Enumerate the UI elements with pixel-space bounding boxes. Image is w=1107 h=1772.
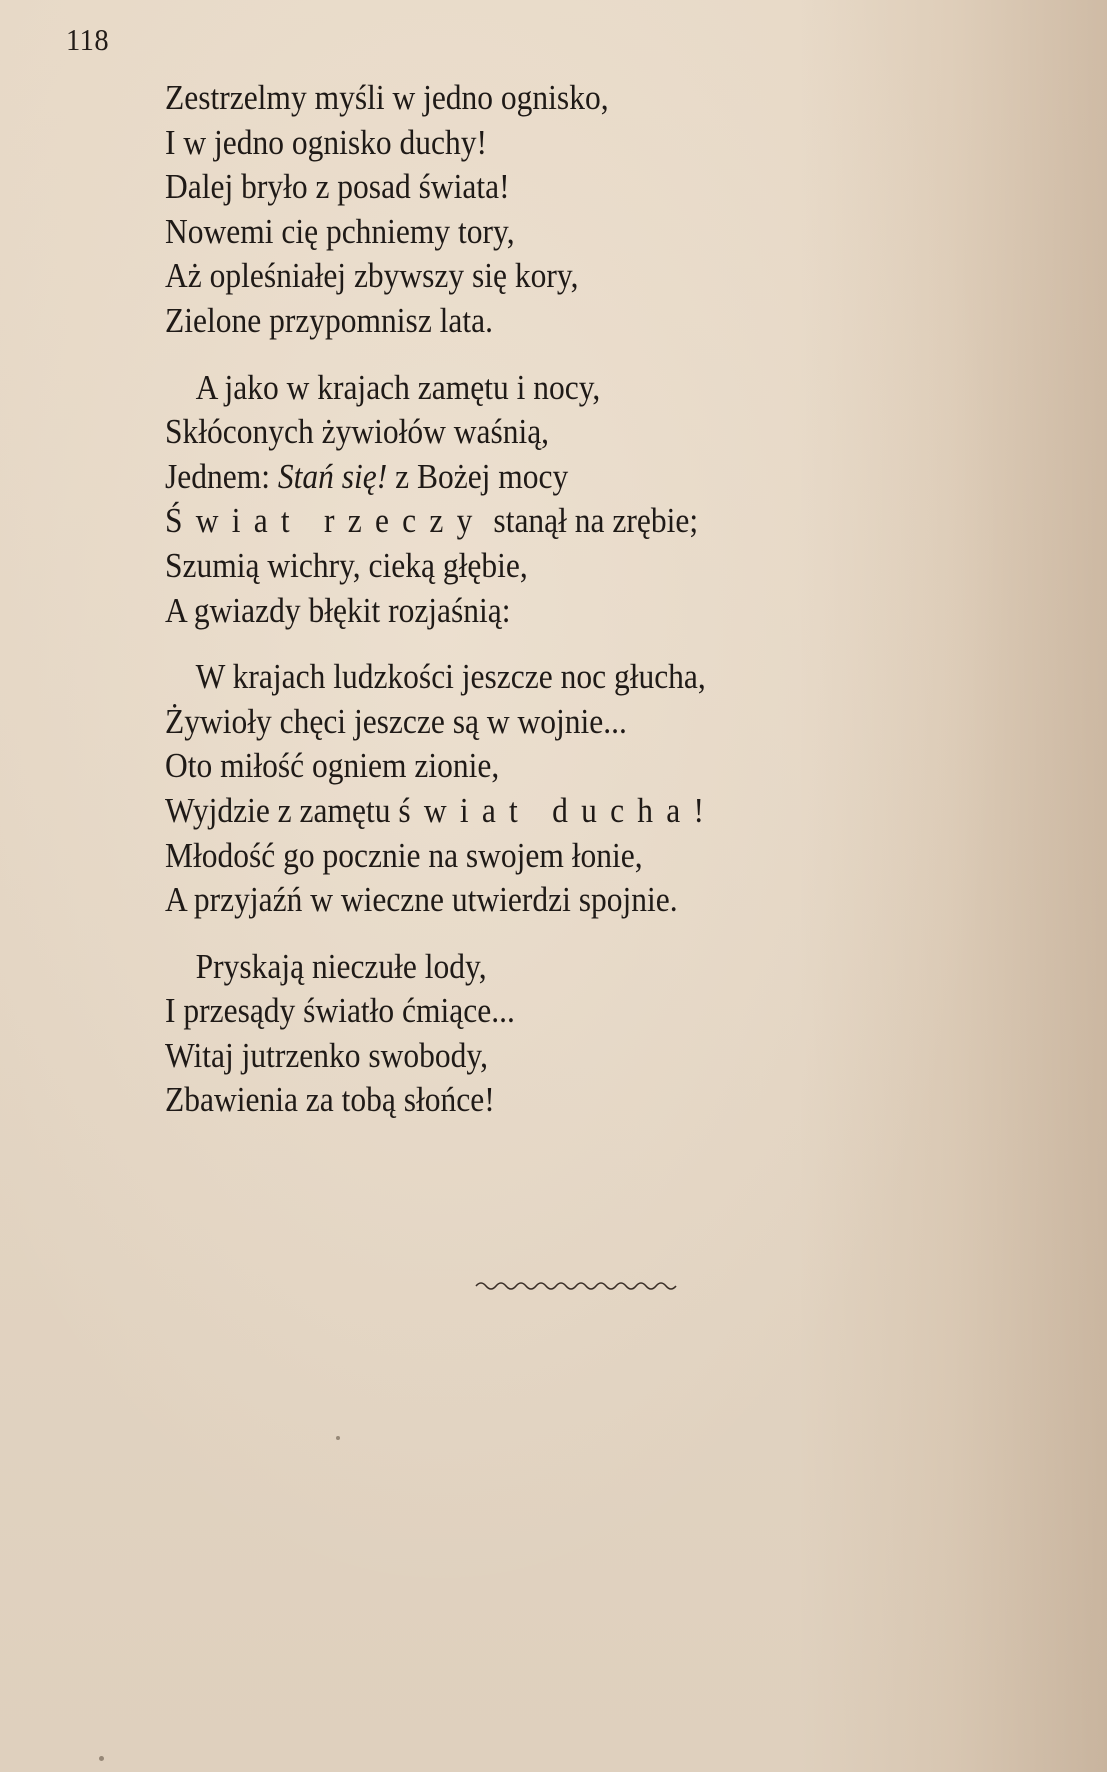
poem-line: Dalej bryło z posad świata!	[165, 167, 510, 207]
poem-line: Skłóconych żywiołów waśnią,	[165, 412, 550, 452]
poem-line: Żywioły chęci jeszcze są w wojnie...	[165, 701, 627, 741]
poem-line	[165, 455, 849, 500]
poem-line: A przyjaźń w wieczne utwierdzi spojnie.	[165, 880, 678, 920]
poem-line: Zielone przypomnisz lata.	[165, 300, 494, 340]
poem-line: Młodość go pocznie na swojem łonie,	[165, 835, 643, 875]
line-text: z Bożej mocy	[387, 456, 569, 496]
poem-line: W krajach ludzkości jeszcze noc głucha,	[195, 657, 706, 697]
stanza-1	[165, 76, 925, 344]
poem-line: A jako w krajach zamętu i nocy,	[195, 367, 601, 407]
spaced-phrase: świat ducha!	[398, 790, 718, 830]
poem-line: Oto miłość ogniem zionie,	[165, 746, 500, 786]
stanza-3	[165, 655, 925, 923]
line-text: Jednem:	[165, 456, 278, 496]
poem-line: Nowemi cię pchniemy tory,	[165, 211, 515, 251]
poem	[165, 76, 925, 1145]
poem-line	[165, 789, 849, 834]
paper-speck	[99, 1756, 104, 1761]
poem-line: Zbawienia za tobą słońce!	[165, 1080, 495, 1120]
poem-line: Szumią wichry, cieką głębie,	[165, 545, 528, 585]
poem-line: Aż opleśniałej zbywszy się kory,	[165, 256, 579, 296]
stanza-2	[165, 366, 925, 634]
page-number: 118	[66, 22, 110, 57]
poem-line: Zestrzelmy myśli w jedno ognisko,	[165, 78, 609, 117]
poem-line: I w jedno ognisko duchy!	[165, 122, 487, 162]
wavy-rule-ornament	[474, 1276, 684, 1294]
poem-line: Witaj jutrzenko swobody,	[165, 1035, 489, 1075]
stanza-4	[165, 945, 925, 1123]
wavy-rule-icon	[474, 1276, 684, 1294]
poem-line: Pryskają nieczułe lody,	[195, 946, 487, 986]
line-text: stanął na zrębie;	[485, 501, 699, 541]
line-text: Wyjdzie z zamętu	[165, 790, 399, 830]
paper-speck	[336, 1436, 340, 1440]
italic-phrase: Stań się!	[277, 456, 388, 496]
poem-line	[165, 499, 849, 544]
spaced-phrase: Świat rzeczy	[165, 501, 486, 541]
poem-line: A gwiazdy błękit rozjaśnią:	[165, 590, 511, 630]
poem-line: I przesądy światło ćmiące...	[165, 991, 515, 1031]
